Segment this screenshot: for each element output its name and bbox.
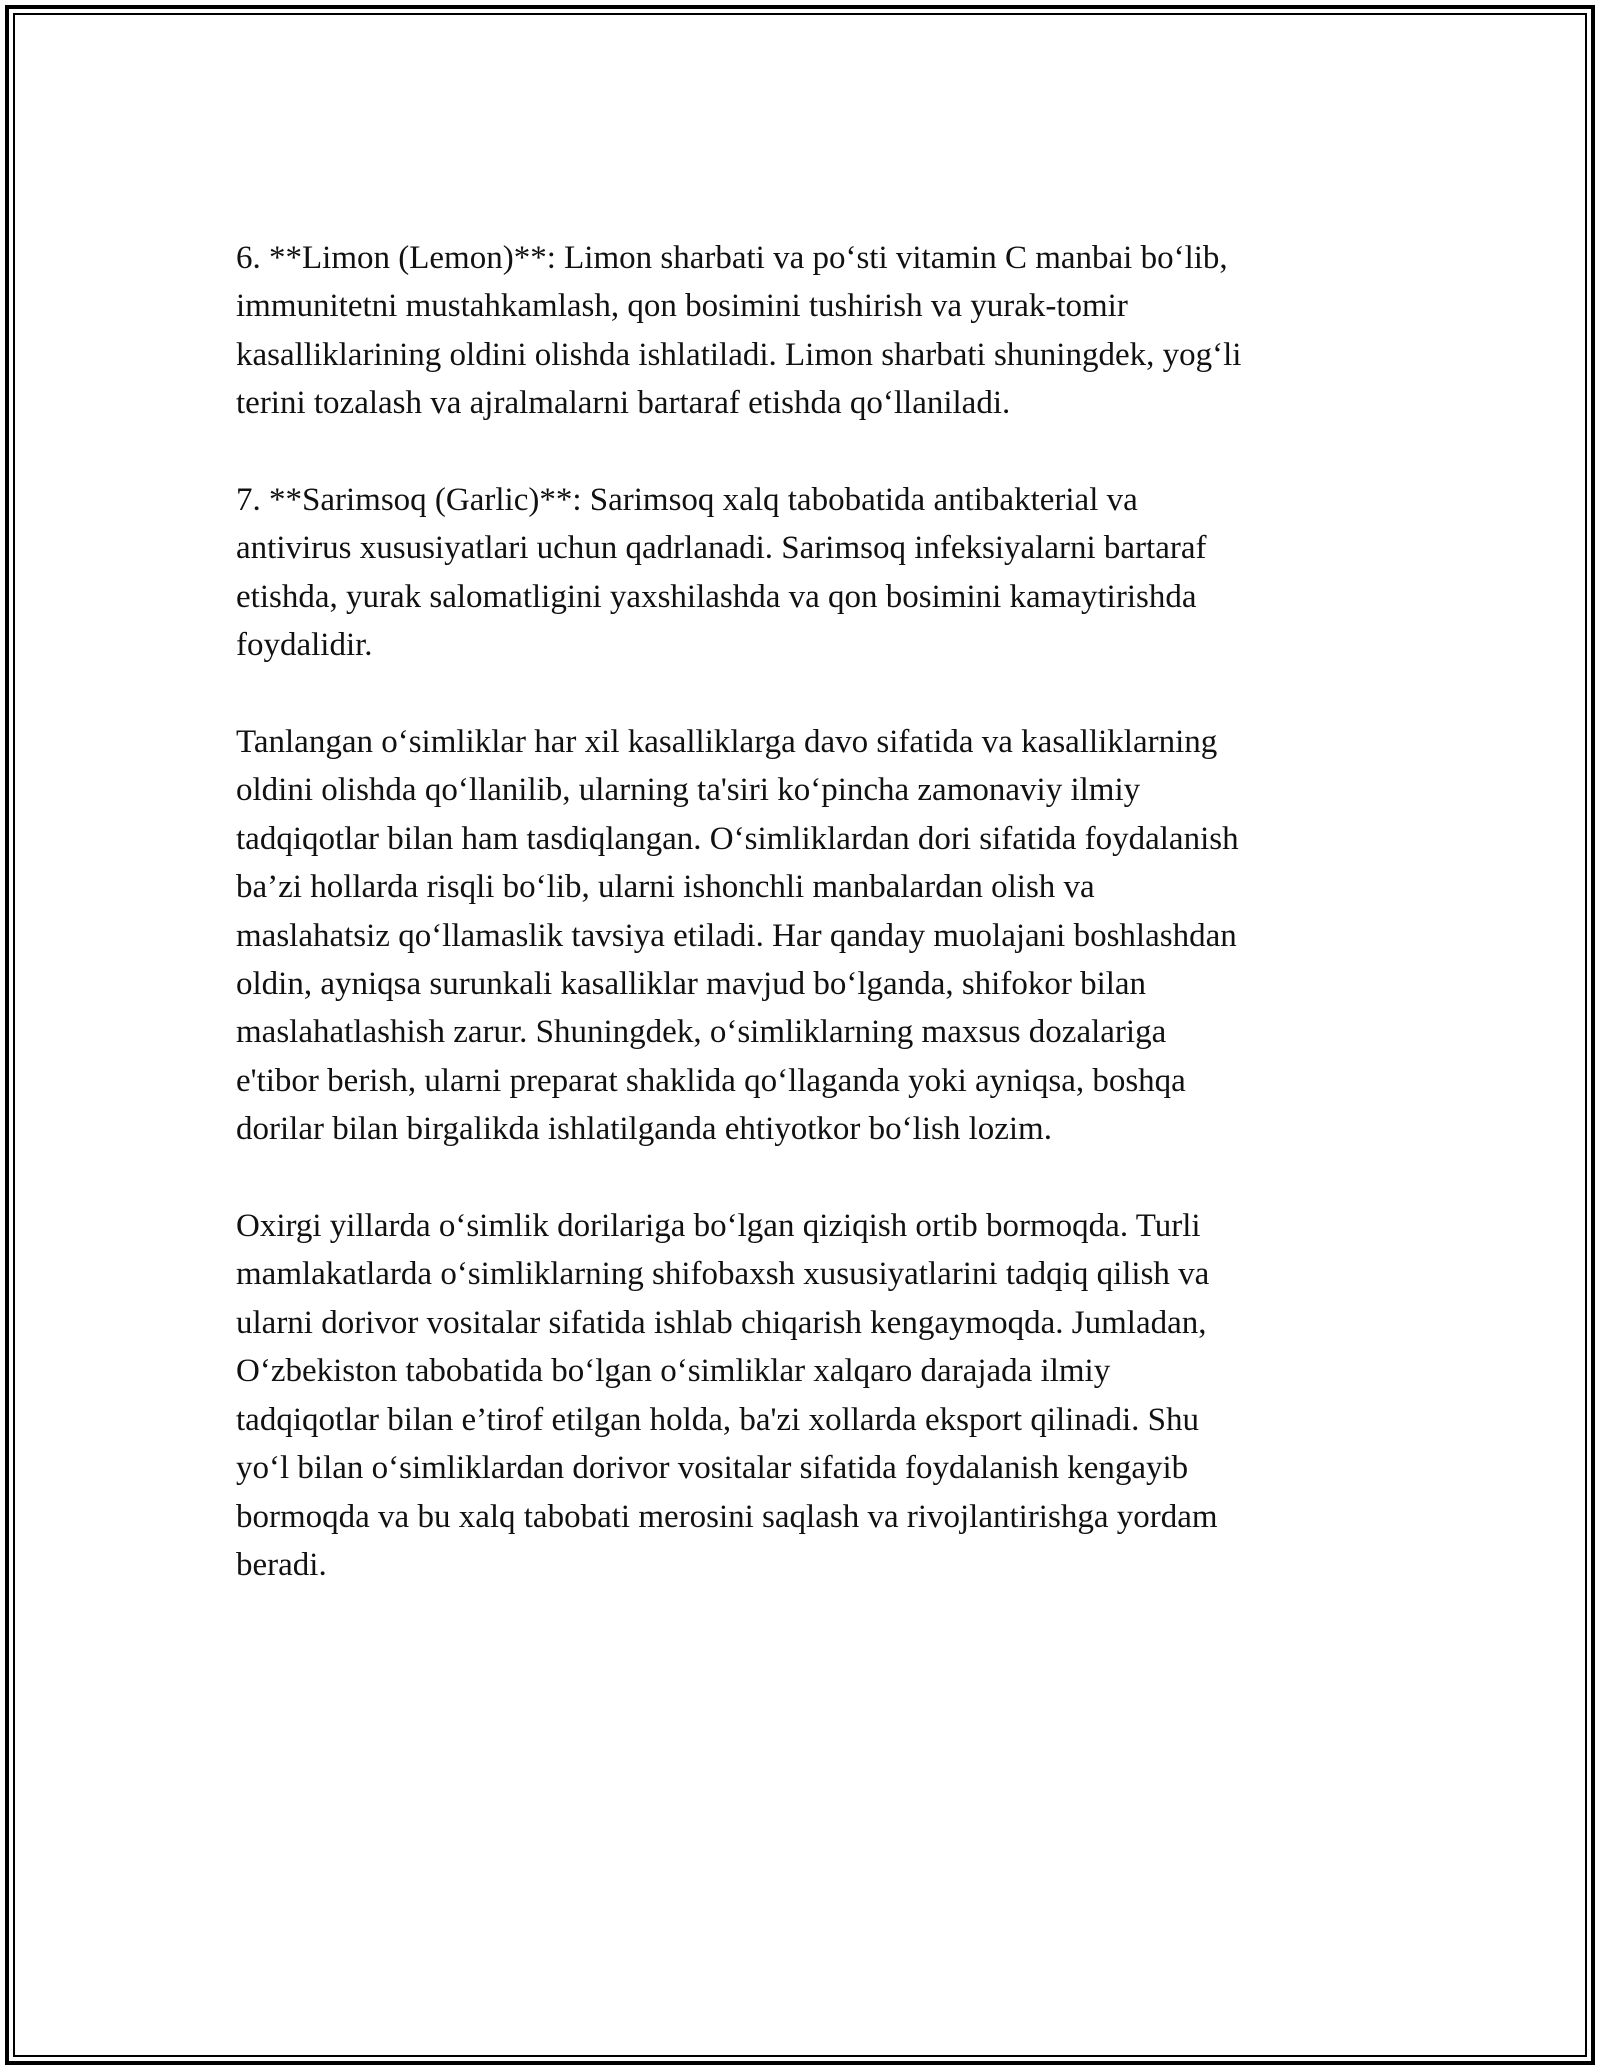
paragraph-garlic: 7. **Sarimsoq (Garlic)**: Sarimsoq xalq tabobatida antibakterial va antivirus xususiyatlari uchun qadrlanadi. Sarimsoq infeksiyalarni bartaraf etishda, yurak salomatligini yaxshilashda va qon bosimini kamaytirishda foydalidir. [236, 482, 1207, 664]
document-body [236, 234, 1366, 1638]
paragraph-selected-plants: Tanlangan o‘simliklar har xil kasalliklarga davo sifatida va kasalliklarning oldini olishda qo‘llanilib, ularning ta'siri ko‘pincha zamonaviy ilmiy tadqiqotlar bilan ham tasdiqlangan. O‘simliklardan dori sifatida foydalanish ba’zi hollarda risqli bo‘lib, ularni ishonchli manbalardan olish va maslahatsiz qo‘llamaslik tavsiya etiladi. Har qanday muolajani boshlashdan oldin, ayniqsa surunkali kasalliklar mavjud bo‘lganda, shifokor bilan maslahatlashish zarur. Shuningdek, o‘simliklarning maxsus dozalariga e'tibor berish, ularni preparat shaklida qo‘llaganda yoki ayniqsa, boshqa dorilar bilan birgalikda ishlatilganda ehtiyotkor bo‘lish lozim. [236, 724, 1239, 1148]
paragraph-lemon: 6. **Limon (Lemon)**: Limon sharbati va po‘sti vitamin C manbai bo‘lib, immunitetni mustahkamlash, qon bosimini tushirish va yurak-tomir kasalliklarining oldini olishda ishlatiladi. Limon sharbati shuningdek, yog‘li terini tozalash va ajralmalarni bartaraf etishda qo‘llaniladi. [236, 240, 1242, 422]
paragraph-herbal-interest: Oxirgi yillarda o‘simlik dorilariga bo‘lgan qiziqish ortib bormoqda. Turli mamlakatlarda o‘simliklarning shifobaxsh xususiyatlarini tadqiq qilish va ularni dorivor vositalar sifatida ishlab chiqarish kengaymoqda. Jumladan, O‘zbekiston tabobatida bo‘lgan o‘simliklar xalqaro darajada ilmiy tadqiqotlar bilan e’tirof etilgan holda, ba'zi xollarda eksport qilinadi. Shu yo‘l bilan o‘simliklardan dorivor vositalar sifatida foydalanish kengayib bormoqda va bu xalq tabobati merosini saqlash va rivojlantirishga yordam beradi. [236, 1208, 1218, 1583]
